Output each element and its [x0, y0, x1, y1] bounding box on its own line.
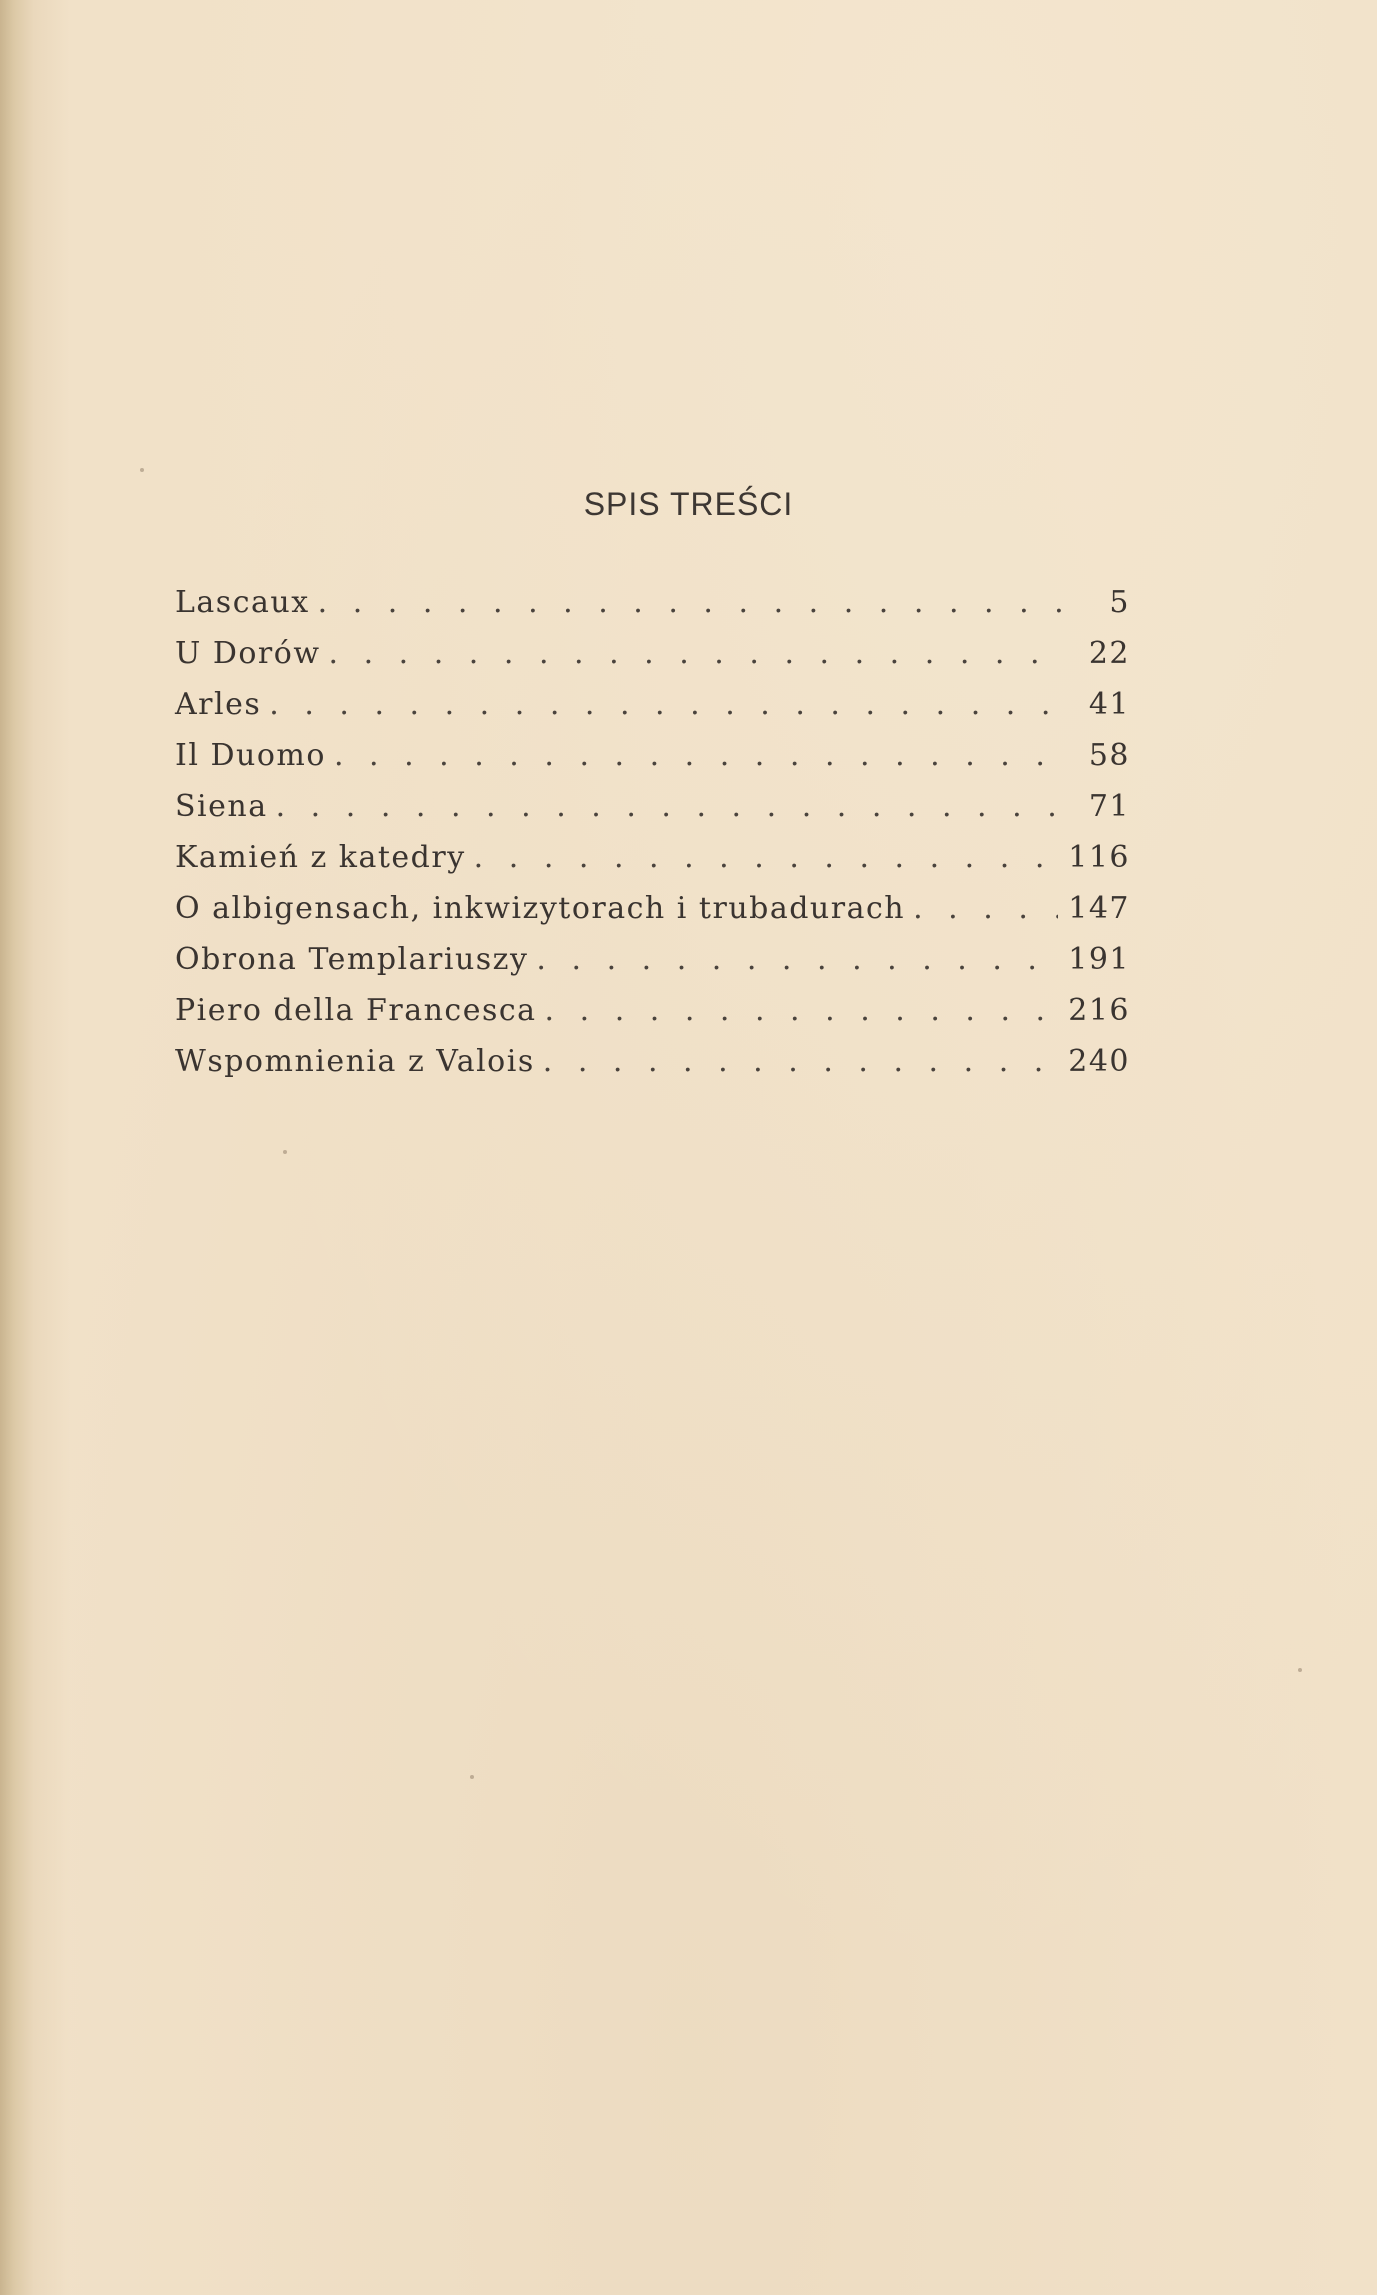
toc-entry-page-number: 191: [1068, 942, 1130, 977]
toc-entry-title: Kamień z katedry: [175, 840, 466, 875]
paper-speck: [470, 1775, 474, 1779]
toc-entry-title: Lascaux: [175, 585, 310, 620]
toc-entry: [175, 840, 1130, 891]
toc-entry-title: Wspomnienia z Valois: [175, 1044, 535, 1079]
toc-entry-title: Siena: [175, 789, 268, 824]
toc-entry-page-number: 116: [1068, 840, 1130, 875]
paper-speck: [283, 1150, 287, 1154]
dot-leader: [545, 993, 1059, 1028]
page-title: SPIS TREŚCI: [583, 486, 794, 522]
toc-entry-title: O albigensach, inkwizytorach i trubadurach: [175, 891, 906, 926]
toc-entry-page-number: 41: [1088, 687, 1130, 722]
paper-speck: [1298, 1668, 1302, 1672]
dot-leader: [474, 840, 1059, 875]
toc-entry-title: Il Duomo: [175, 738, 326, 773]
dot-leader: [334, 738, 1064, 773]
toc-entry-title: Obrona Templariuszy: [175, 942, 529, 977]
dot-leader: [913, 891, 1058, 926]
dot-leader: [329, 636, 1064, 671]
toc-entry-page-number: 147: [1068, 891, 1130, 926]
table-of-contents: [175, 585, 1130, 1095]
dot-leader: [543, 1044, 1058, 1079]
toc-entry-page-number: 22: [1088, 636, 1130, 671]
dot-leader: [536, 942, 1058, 977]
toc-entry-title: Arles: [175, 687, 262, 722]
toc-entry: [175, 738, 1130, 789]
toc-entry-page-number: 216: [1068, 993, 1130, 1028]
toc-entry-page-number: 5: [1109, 585, 1130, 620]
toc-entry: [175, 891, 1130, 942]
toc-entry-title: U Dorów: [175, 636, 321, 671]
toc-entry-page-number: 71: [1088, 789, 1130, 824]
paper-speck: [140, 468, 144, 472]
toc-entry-page-number: 240: [1068, 1044, 1130, 1079]
toc-entry: [175, 993, 1130, 1044]
toc-entry-page-number: 58: [1088, 738, 1130, 773]
toc-entry: [175, 687, 1130, 738]
toc-entry: [175, 585, 1130, 636]
toc-entry: [175, 1044, 1130, 1095]
dot-leader: [276, 789, 1064, 824]
toc-entry: [175, 942, 1130, 993]
toc-entry: [175, 789, 1130, 840]
dot-leader: [318, 585, 1064, 620]
toc-entry-title: Piero della Francesca: [175, 993, 537, 1028]
dot-leader: [269, 687, 1064, 722]
toc-entry: [175, 636, 1130, 687]
